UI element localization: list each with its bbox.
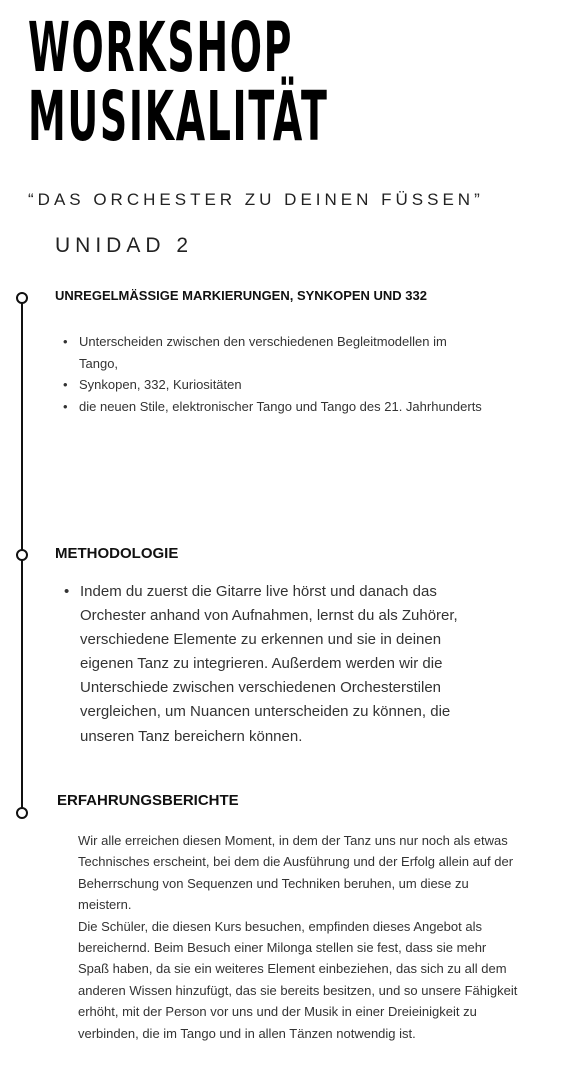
- list-item: • Synkopen, 332, Kuriositäten: [57, 374, 487, 396]
- paragraph: Die Schüler, die diesen Kurs besuchen, empfinden dieses Angebot als bereichernd. Beim Besuch einer Milonga stellen sie fest, dass sie mehr Spaß haben, da sie ein weiteres Element einbeziehen, das sich zu all dem anderen Wissen hinzufügt, das sie bereits besitzen, und so unsere Fähigkeit erhöht, mit der Person vor uns und der Musik in einer Dreieinigkeit zu verbinden, die im Tango und in allen Tänzen notwendig ist.: [78, 918, 518, 1041]
- list-item: • Unterscheiden zwischen den verschiedenen Begleitmodellen im Tango,: [57, 331, 487, 374]
- timeline-dot-3: [16, 807, 28, 819]
- methodologie-list: [58, 580, 498, 749]
- page-title: [28, 8, 329, 157]
- list-item: • die neuen Stile, elektronischer Tango und Tango des 21. Jahrhunderts: [57, 396, 487, 418]
- paragraph: Wir alle erreichen diesen Moment, in dem der Tanz uns nur noch als etwas Technisches erscheint, bei dem die Ausführung und der Erfolg allein auf der Beherrschung von Sequenzen und Techniken beruhen, um diese zu meistern.: [78, 833, 514, 913]
- section-heading-methodologie: METHODOLOGIE: [55, 545, 179, 562]
- erfahrungsberichte-text: [78, 830, 518, 1044]
- section-heading-markierungen: UNREGELMÄSSIGE MARKIERUNGEN, SYNKOPEN UND 332: [55, 288, 427, 303]
- subtitle: “DAS ORCHESTER ZU DEINEN FÜSSEN”: [28, 190, 484, 209]
- page-title-line-2: MUSIKALITÄT: [28, 77, 329, 157]
- page-title-line-1: WORKSHOP: [28, 8, 294, 88]
- section-heading-erfahrungsberichte: ERFAHRUNGSBERICHTE: [57, 792, 239, 809]
- timeline-dot-2: [16, 549, 28, 561]
- markierungen-list: [57, 331, 487, 417]
- list-item: • Indem du zuerst die Gitarre live hörst und danach das Orchester anhand von Aufnahmen, lernst du als Zuhörer, verschiedene Elemente zu erkennen und sie in deinen eigenen Tanz zu integrieren. Außerdem werden wir die Unterschiede zwischen verschiedenen Orchesterstilen vergleichen, um Nuancen unterscheiden zu können, die unseren Tanz bereichern können.: [58, 580, 498, 749]
- timeline-dot-1: [16, 292, 28, 304]
- unit-label: UNIDAD 2: [55, 234, 194, 257]
